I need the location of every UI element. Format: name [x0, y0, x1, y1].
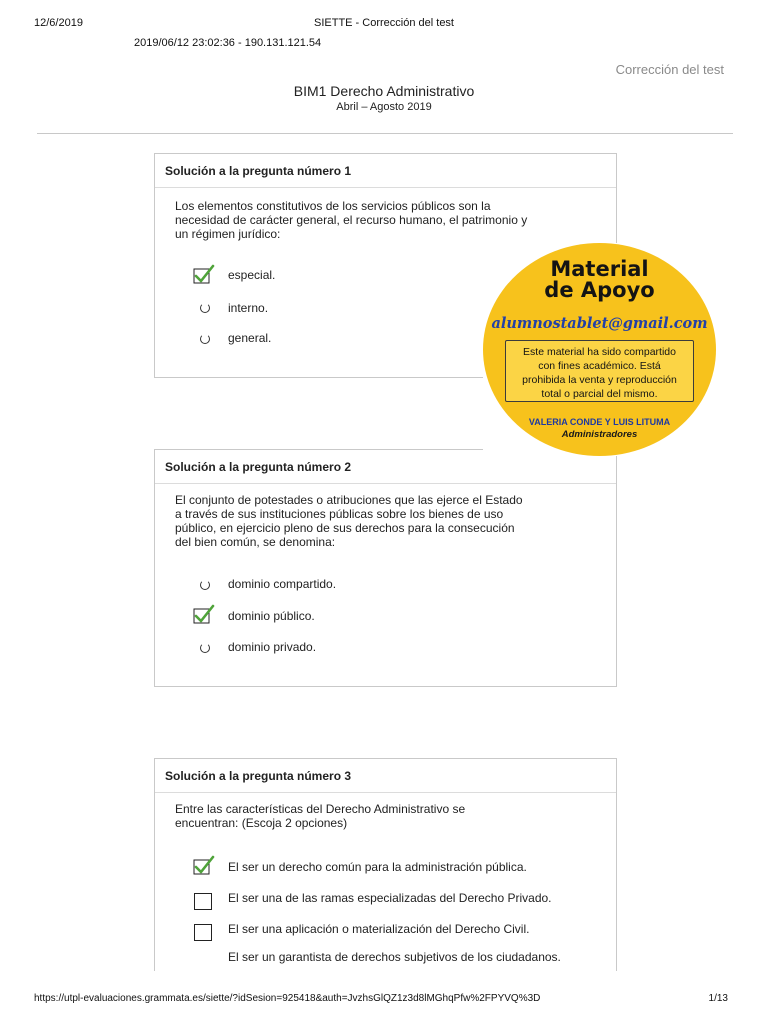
- course-title: BIM1 Derecho Administrativo: [293, 83, 475, 99]
- question-text-line: necesidad de carácter general, el recurso humano, el patrimonio y: [175, 213, 528, 227]
- question-text-line: encuentran: (Escoja 2 opciones): [175, 816, 348, 830]
- option-label: El ser una aplicación o materialización del Derecho Civil.: [228, 922, 530, 936]
- question-text-line: a través de sus instituciones públicas sobre los bienes de uso: [175, 507, 504, 521]
- print-date: 12/6/2019: [34, 17, 83, 29]
- option-label: especial.: [228, 268, 276, 282]
- correction-link[interactable]: Corrección del test: [615, 62, 724, 77]
- option-label: general.: [228, 331, 272, 345]
- question-text-line: Los elementos constitutivos de los servicios públicos son la: [175, 199, 491, 213]
- option-label: El ser una de las ramas especializadas del Derecho Privado.: [228, 891, 552, 905]
- badge-title-line: de Apoyo: [544, 278, 655, 302]
- option-label: dominio compartido.: [228, 577, 337, 591]
- option-label: El ser un derecho común para la administración pública.: [228, 860, 527, 874]
- option-label: dominio público.: [228, 609, 315, 623]
- checkbox-icon: [194, 924, 212, 941]
- question-title: Solución a la pregunta número 1: [155, 154, 616, 188]
- radio-icon: [200, 580, 210, 590]
- correct-check-icon: [193, 604, 215, 626]
- badge-admins: VALERIA CONDE Y LUIS LITUMA: [528, 417, 671, 427]
- header-divider: [37, 133, 733, 134]
- badge-title-line: Material: [550, 257, 649, 281]
- badge-notice-line: total o parcial del mismo.: [541, 388, 658, 400]
- option-label: interno.: [228, 301, 269, 315]
- session-info: 2019/06/12 23:02:36 - 190.131.121.54: [134, 37, 322, 49]
- question-text: [175, 802, 555, 830]
- radio-icon: [200, 643, 210, 653]
- question-text-line: El conjunto de potestades o atribuciones que las ejerce el Estado: [175, 493, 523, 507]
- radio-icon: [200, 303, 210, 313]
- question-text: [175, 199, 555, 241]
- watermark-badge: [483, 243, 716, 456]
- course-period: Abril – Agosto 2019: [336, 101, 432, 113]
- option-label: dominio privado.: [228, 640, 317, 654]
- question-card-2: [154, 449, 617, 687]
- question-text-line: público, en ejercicio pleno de sus derechos para la consecución: [175, 521, 515, 535]
- footer-url: https://utpl-evaluaciones.grammata.es/siette/?idSesion=925418&auth=JvzhsGlQZ1z3d8lMGhqPfw%2FPYVQ%3D: [34, 993, 541, 1004]
- correct-check-icon: [193, 855, 215, 877]
- question-text: [175, 493, 555, 549]
- question-title: Solución a la pregunta número 3: [155, 759, 616, 793]
- radio-icon: [200, 334, 210, 344]
- question-text-line: del bien común, se denomina:: [175, 535, 336, 549]
- question-title: Solución a la pregunta número 2: [155, 450, 616, 484]
- print-title: SIETTE - Corrección del test: [314, 17, 454, 29]
- checkbox-icon: [194, 893, 212, 910]
- correct-check-icon: [193, 264, 215, 286]
- question-text-line: Entre las características del Derecho Administrativo se: [175, 802, 466, 816]
- badge-notice-line: Este material ha sido compartido: [523, 346, 676, 358]
- question-card-3: [154, 758, 617, 971]
- badge-notice: [505, 340, 694, 402]
- question-text-line: un régimen jurídico:: [175, 227, 281, 241]
- badge-notice-line: con fines académico. Está: [538, 360, 661, 372]
- badge-notice-line: prohibida la venta y reproducción: [522, 374, 677, 386]
- option-label: El ser un garantista de derechos subjetivos de los ciudadanos.: [228, 950, 561, 964]
- footer-page-number: 1/13: [708, 993, 728, 1004]
- badge-role: Administradores: [561, 429, 638, 440]
- badge-email: alumnostablet@gmail.com: [491, 315, 708, 332]
